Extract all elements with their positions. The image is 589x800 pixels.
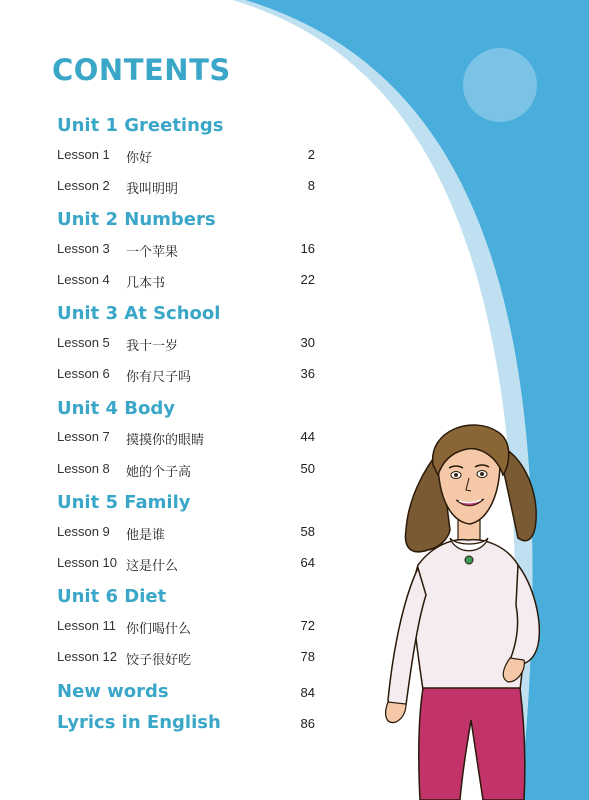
page-title: CONTENTS	[52, 53, 231, 87]
lesson-row-3[interactable]	[57, 241, 315, 259]
page-number: 2	[307, 147, 315, 162]
lesson-label: Lesson 7	[57, 429, 110, 444]
lesson-label: Lesson 11	[57, 618, 117, 633]
lyrics-page: 86	[300, 716, 315, 731]
lesson-label: Lesson 8	[57, 461, 110, 476]
page-number: 30	[300, 335, 315, 350]
page-number: 78	[300, 649, 315, 664]
page-number: 64	[300, 555, 315, 570]
lesson-title: 摸摸你的眼睛	[126, 433, 205, 448]
lesson-title: 饺子很好吃	[126, 653, 192, 668]
sun-circle	[463, 48, 537, 122]
lesson-row-6[interactable]	[57, 366, 315, 384]
lesson-title: 我十一岁	[126, 339, 179, 354]
lesson-title: 他是谁	[126, 528, 166, 543]
lesson-label: Lesson 3	[57, 241, 110, 256]
lesson-title: 一个苹果	[126, 245, 179, 260]
lesson-row-1[interactable]	[57, 147, 315, 165]
lesson-row-4[interactable]	[57, 272, 315, 290]
unit-title-3: Unit 3 At School	[57, 303, 221, 324]
lesson-row-10[interactable]	[57, 555, 315, 573]
lesson-title: 你好	[126, 151, 153, 166]
page-number: 22	[300, 272, 315, 287]
lesson-label: Lesson 2	[57, 178, 110, 193]
lesson-label: Lesson 10	[57, 555, 117, 570]
page-number: 8	[307, 178, 315, 193]
woman-illustration	[378, 420, 589, 800]
lesson-title: 你有尺子吗	[126, 370, 192, 385]
unit-title-1: Unit 1 Greetings	[57, 115, 224, 136]
page-number: 44	[300, 429, 315, 444]
lesson-label: Lesson 1	[57, 147, 110, 162]
lesson-title: 她的个子高	[126, 465, 192, 480]
lesson-row-12[interactable]	[57, 649, 315, 667]
lesson-label: Lesson 5	[57, 335, 110, 350]
lesson-row-5[interactable]	[57, 335, 315, 353]
lesson-label: Lesson 9	[57, 524, 110, 539]
lesson-row-7[interactable]	[57, 429, 315, 447]
lesson-label: Lesson 6	[57, 366, 110, 381]
unit-title-6: Unit 6 Diet	[57, 586, 167, 607]
page-number: 50	[300, 461, 315, 476]
new-words-page: 84	[300, 685, 315, 700]
lesson-row-8[interactable]	[57, 461, 315, 479]
lesson-title: 你们喝什么	[126, 622, 192, 637]
page-number: 58	[300, 524, 315, 539]
lesson-title: 几本书	[126, 276, 166, 291]
unit-title-4: Unit 4 Body	[57, 398, 175, 419]
lesson-label: Lesson 4	[57, 272, 110, 287]
lyrics-link[interactable]: Lyrics in English	[57, 712, 221, 733]
lesson-title: 这是什么	[126, 559, 179, 574]
unit-title-5: Unit 5 Family	[57, 492, 191, 513]
lesson-row-11[interactable]	[57, 618, 315, 636]
lesson-row-9[interactable]	[57, 524, 315, 542]
lesson-label: Lesson 12	[57, 649, 117, 664]
unit-title-2: Unit 2 Numbers	[57, 209, 216, 230]
page-number: 36	[300, 366, 315, 381]
new-words-link[interactable]: New words	[57, 681, 169, 702]
lesson-row-2[interactable]	[57, 178, 315, 196]
page-number: 72	[300, 618, 315, 633]
page-number: 16	[300, 241, 315, 256]
lesson-title: 我叫明明	[126, 182, 179, 197]
